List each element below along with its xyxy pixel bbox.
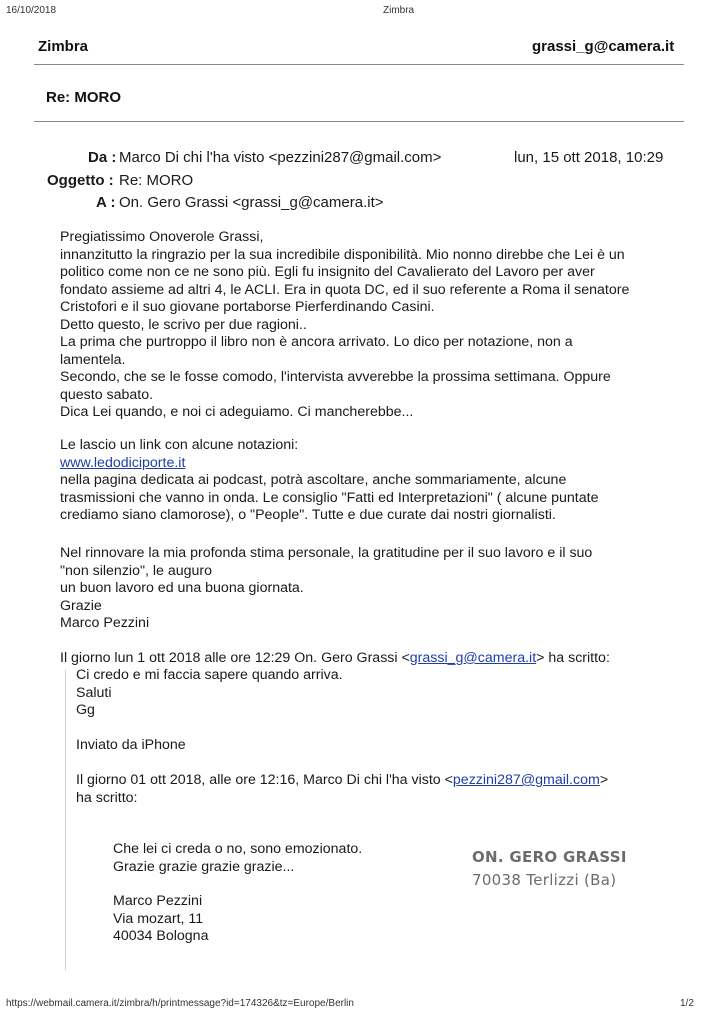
header-divider	[34, 64, 684, 65]
body-line: Marco Pezzini	[60, 615, 150, 631]
stamp-name: ON. GERO GRASSI	[472, 848, 627, 866]
from-label: Da :	[88, 149, 117, 166]
link-intro: Le lascio un link con alcune notazioni:	[60, 437, 299, 453]
stamp-address: 70038 Terlizzi (Ba)	[472, 871, 617, 889]
body-line: innanzitutto la ringrazio per la sua incredibile disponibilità. Mio nonno direbbe che Lei è un	[60, 246, 625, 263]
account-email: grassi_g@camera.it	[532, 38, 675, 55]
original-line: Che lei ci creda o no, sono emozionato.	[113, 841, 363, 857]
body-paragraph-1	[60, 229, 629, 422]
subject-value: Re: MORO	[119, 172, 194, 189]
body-line: politico come non ce ne sono più. Egli fu insignito del Cavalierato del Lavoro per aver	[60, 264, 595, 280]
body-paragraph-3	[60, 545, 592, 633]
body-line: lamentela.	[60, 351, 126, 368]
print-url: https://webmail.camera.it/zimbra/h/printmessage?id=174326&tz=Europe/Berlin	[6, 998, 354, 1009]
signature-line: 40034 Bologna	[113, 928, 209, 944]
sent-from: Inviato da iPhone	[76, 737, 186, 753]
signature-line: Via mozart, 11	[113, 910, 204, 927]
to-value: On. Gero Grassi <grassi_g@camera.it>	[119, 194, 384, 211]
date-value: lun, 15 ott 2018, 10:29	[514, 149, 664, 166]
to-label: A :	[96, 194, 116, 211]
body-line: questo sabato.	[60, 386, 154, 403]
zimbra-title: Zimbra	[38, 38, 89, 55]
signature-block	[113, 893, 208, 946]
website-link[interactable]: www.ledodiciporte.it	[60, 454, 186, 471]
print-date: 16/10/2018	[6, 5, 57, 16]
page-number: 1/2	[680, 998, 694, 1009]
reply-line: Ci credo e mi faccia sapere quando arriva.	[76, 667, 343, 683]
body-line: La prima che purtroppo il libro non è ancora arrivato. Lo dico per notazione, non a	[60, 334, 573, 350]
signature-line: Marco Pezzini	[113, 893, 203, 909]
reply-line: Saluti	[76, 684, 112, 701]
body-line: Grazie	[60, 597, 102, 614]
quote-email-link-2[interactable]: pezzini287@gmail.com	[452, 772, 600, 788]
body-line: trasmissioni che vanno in onda. Le consiglio "Fatti ed Interpretazioni" ( alcune puntate	[60, 489, 599, 506]
from-value: Marco Di chi l'ha visto <pezzini287@gmail.com>	[119, 149, 442, 166]
body-line: fondato assieme ad altri 4, le ACLI. Era in quota DC, ed il suo referente a Roma il senatore	[60, 281, 630, 298]
original-message	[113, 841, 362, 876]
body-line: "non silenzio", le auguro	[60, 562, 213, 579]
body-line: Secondo, che se le fosse comodo, l'intervista avverebbe la prossima settimana. Oppure	[60, 369, 611, 385]
subject-divider	[34, 121, 684, 122]
quote-header-2: Il giorno 01 ott 2018, alle ore 12:16, Marco Di chi l'ha visto <pezzini287@gmail.com> ha scritto:	[76, 772, 609, 806]
reply-line: Gg	[76, 702, 95, 718]
body-line: Pregiatissimo Onoverole Grassi,	[60, 229, 264, 245]
body-line: crediamo siano clamorose), o "People". Tutte e due curate dai nostri giornalisti.	[60, 507, 556, 523]
body-line: Detto questo, le scrivo per due ragioni..	[60, 316, 307, 333]
body-paragraph-2	[60, 437, 598, 525]
body-line: nella pagina dedicata ai podcast, potrà ascoltare, anche sommariamente, alcune	[60, 472, 567, 488]
reply-block	[76, 667, 343, 720]
subject-label: Oggetto :	[47, 172, 114, 189]
body-line: Nel rinnovare la mia profonda stima personale, la gratitudine per il suo lavoro e il suo	[60, 545, 593, 561]
subject-title: Re: MORO	[46, 89, 121, 106]
body-line: Dica Lei quando, e noi ci adeguiamo. Ci mancherebbe...	[60, 404, 414, 420]
quote-header-1: Il giorno lun 1 ott 2018 alle ore 12:29 On. Gero Grassi <grassi_g@camera.it> ha scritto:	[60, 650, 610, 666]
body-line: Cristofori e il suo giovane portaborse Pierferdinando Casini.	[60, 299, 435, 315]
quote-border	[65, 670, 66, 970]
print-app-name: Zimbra	[383, 5, 415, 16]
quote-email-link[interactable]: grassi_g@camera.it	[409, 650, 537, 666]
body-line: un buon lavoro ed una buona giornata.	[60, 580, 304, 596]
original-line: Grazie grazie grazie grazie...	[113, 858, 295, 875]
